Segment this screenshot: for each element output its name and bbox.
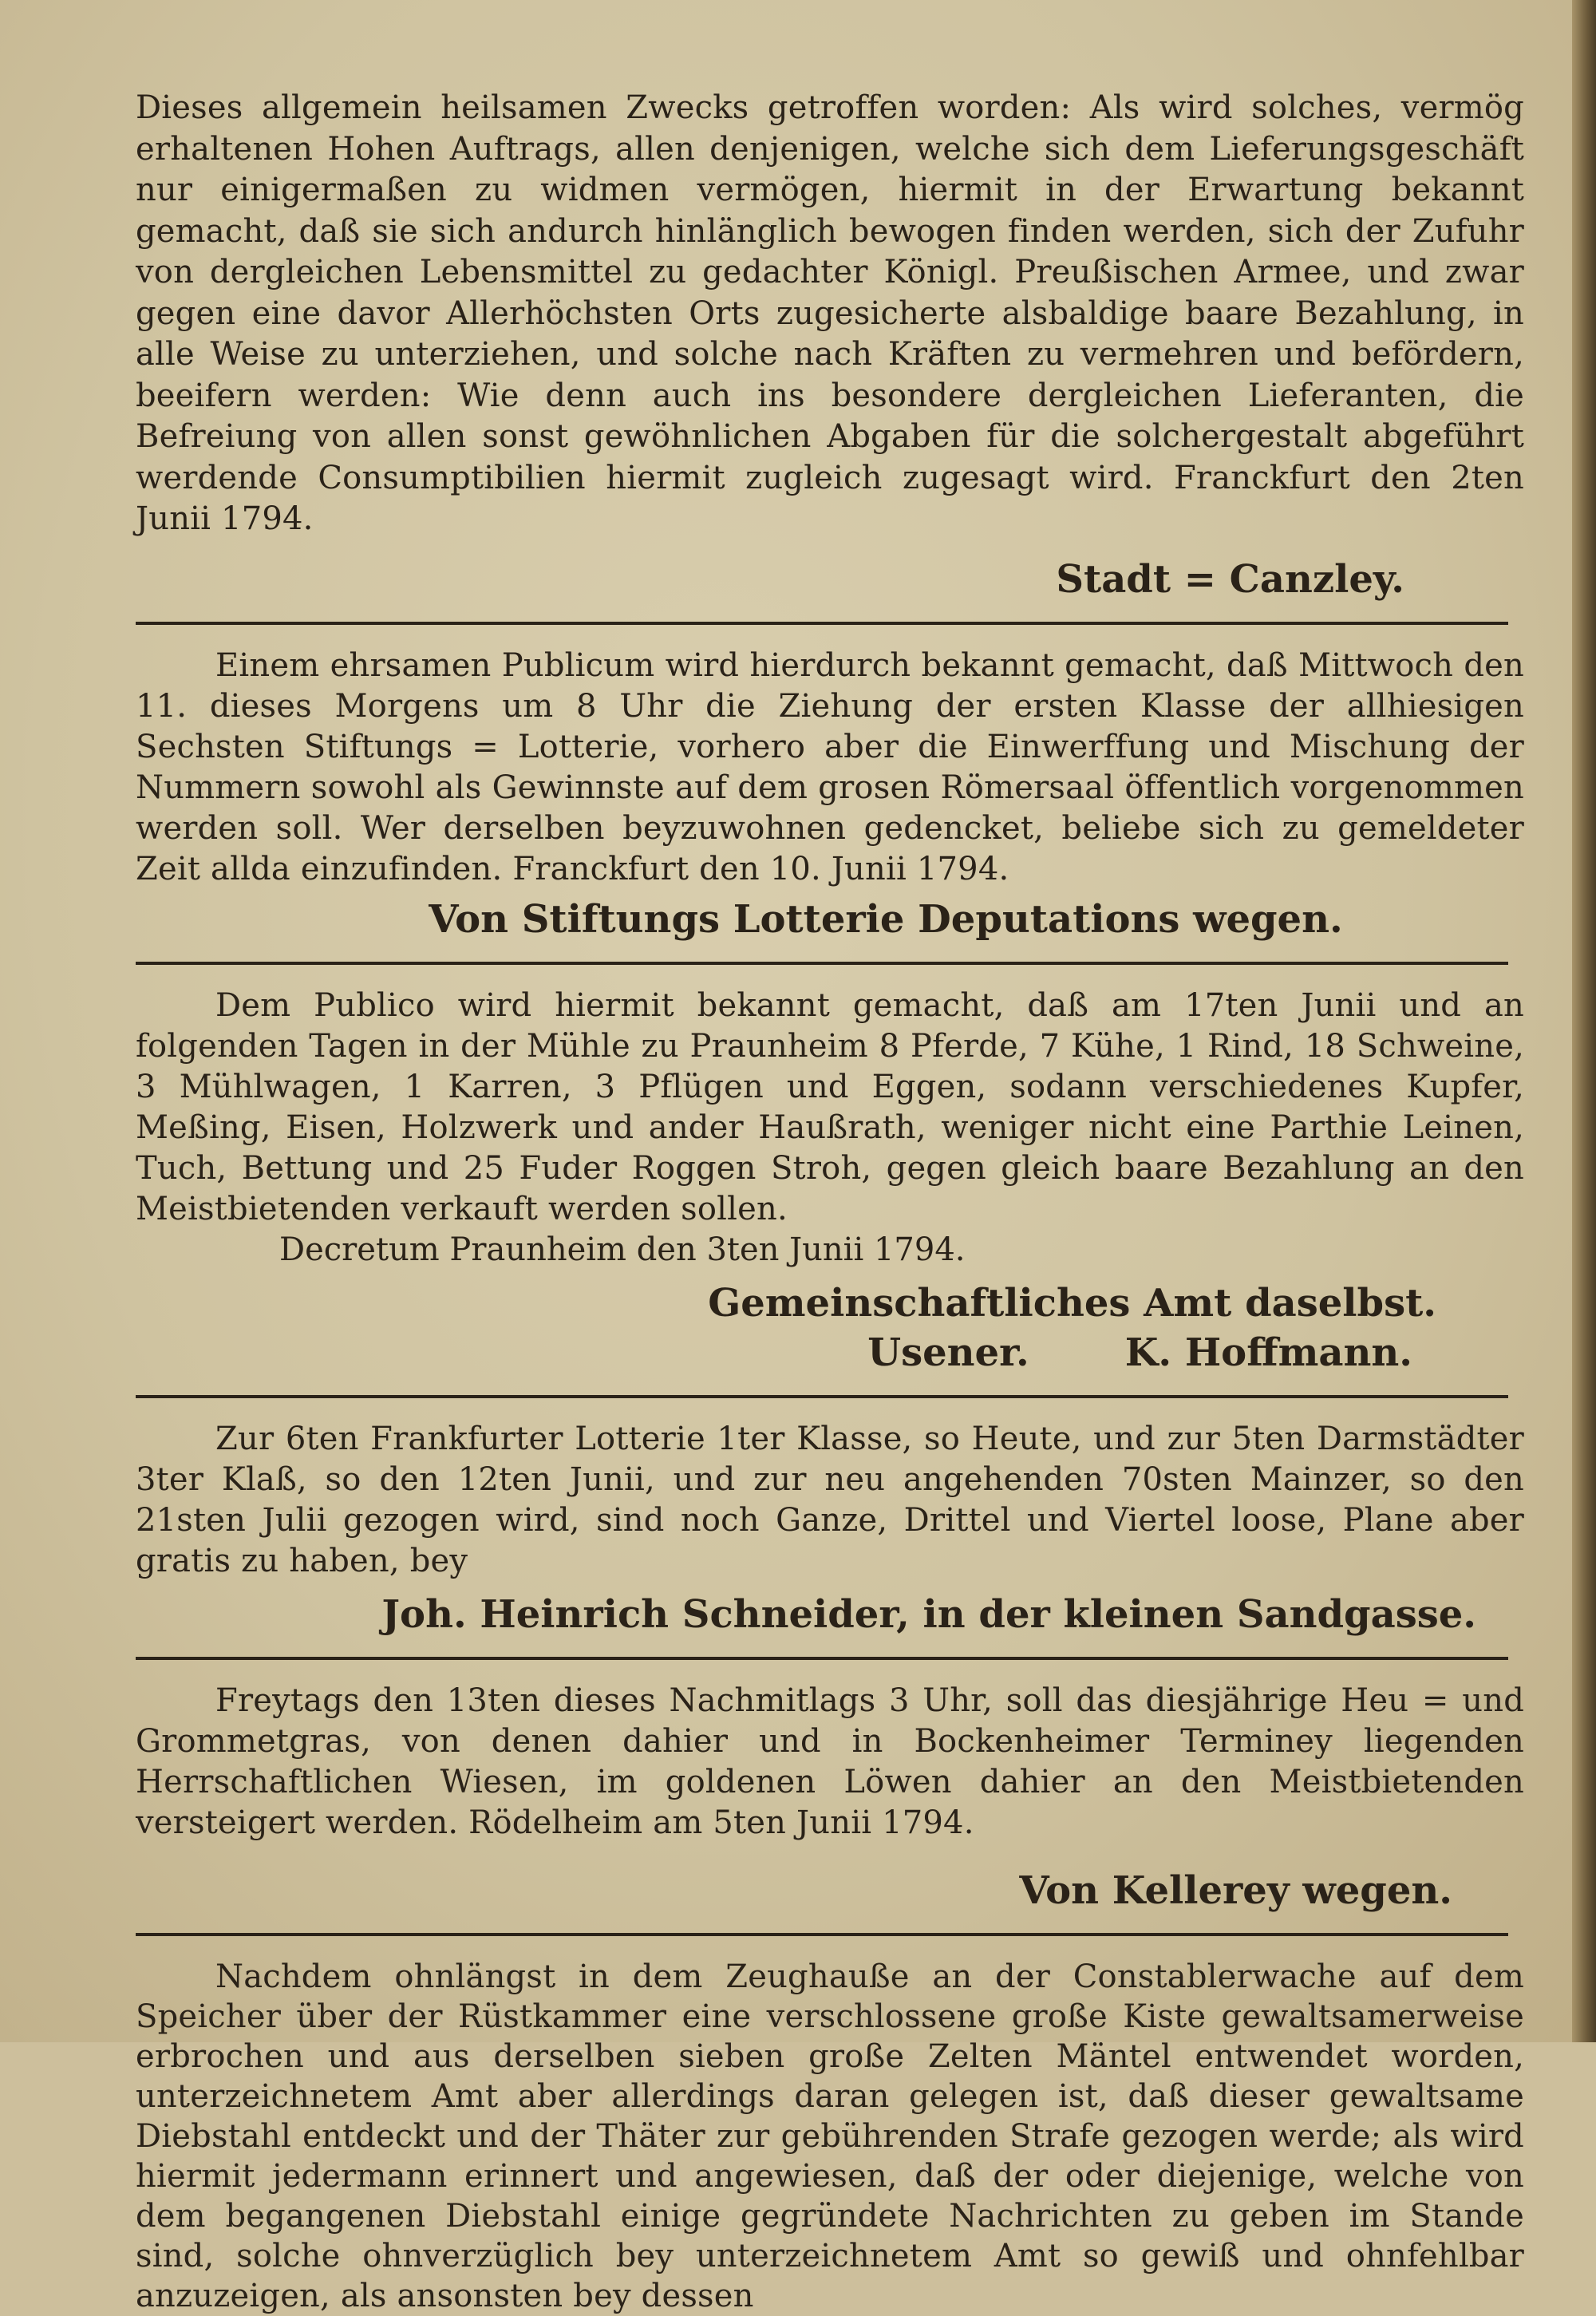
notice-army-supply — [136, 88, 1524, 604]
notice-body: Zur 6ten Frankfurter Lotterie 1ter Klasse, so Heute, und zur 5ten Darmstädter 3ter Klaß, so den 12ten Junii, und zur neu angehenden 70sten Mainzer, so den 21sten Julii gezogen wird, sind noch Ganze, Drittel und Viertel loose, Plane aber gratis zu haben, bey — [136, 1420, 1524, 1579]
notice-body: Dieses allgemein heilsamen Zwecks getroffen worden: Als wird solches, vermög erhaltenen Hohen Auftrags, allen denjenigen, welche sich dem Lieferungsgeschäft nur einigermaßen zu widmen vermögen, hiermit in der Erwartung bekannt gemacht, daß sie sich andurch hinlänglich bewogen finden werden, sich der Zufuhr von dergleichen Lebensmittel zu gedachter Königl. Preußischen Armee, und zwar gegen eine davor Allerhöchsten Orts zugesicherte alsbaldige baare Bezahlung, in alle Weise zu unterziehen, und solche nach Kräften zu vermehren und befördern, beeifern werden: Wie denn auch ins besondere dergleichen Lieferanten, die Befreiung von allen sonst gewöhnlichen Abgaben für die solchergestalt abgeführt werdende Consumptibilien hiermit zugleich zugesagt wird. Franckfurt den 2ten Junii 1794. — [136, 89, 1524, 537]
notice-lottery-tickets — [136, 1419, 1524, 1639]
signatory-names — [136, 1328, 1524, 1377]
section-divider — [136, 1657, 1508, 1660]
notice-signature: Stadt = Canzley. — [1056, 556, 1404, 602]
notice-signature: Gemeinschaftliches Amt daselbst. — [708, 1280, 1436, 1326]
notice-auction-praunheim — [136, 986, 1524, 1377]
section-divider — [136, 962, 1508, 965]
book-binding-edge — [1572, 0, 1596, 2042]
page-content — [136, 88, 1524, 2316]
section-divider — [136, 1933, 1508, 1936]
section-divider — [136, 1395, 1508, 1398]
notice-body: Einem ehrsamen Publicum wird hierdurch bekannt gemacht, daß Mittwoch den 11. dieses Morgens um 8 Uhr die Ziehung der ersten Klasse der allhiesigen Sechsten Stiftungs = Lotterie, vorhero aber die Einwerffung und Mischung der Nummern sowohl als Gewinnste auf dem grosen Römersaal öffentlich vorgenommen werden soll. Wer derselben beyzuwohnen gedencket, beliebe sich zu gemeldeter Zeit allda einzufinden. Franckfurt den 10. Junii 1794. — [136, 646, 1524, 887]
notice-hay-auction — [136, 1681, 1524, 1915]
notice-signature: Joh. Heinrich Schneider, in der kleinen Sandgasse. — [381, 1591, 1476, 1637]
notice-lottery-drawing — [136, 646, 1524, 944]
notice-body: Freytags den 13ten dieses Nachmitlags 3 Uhr, soll das diesjährige Heu = und Grommetgras, von denen dahier und in Bockenheimer Terminey liegenden Herrschaftlichen Wiesen, im goldenen Löwen dahier an den Meistbietenden versteigert werden. Rödelheim am 5ten Junii 1794. — [136, 1682, 1524, 1841]
signatory-name: K. Hoffmann. — [1124, 1330, 1412, 1375]
notice-signature: Von Stiftungs Lotterie Deputations wegen. — [429, 896, 1343, 942]
notice-body: Nachdem ohnlängst in dem Zeughauße an der Constablerwache auf dem Speicher über der Rüstkammer eine verschlossene große Kiste gewaltsamerweise erbrochen und aus derselben sieben große Zelten Mäntel entwendet worden, unterzeichnetem Amt aber allerdings daran gelegen ist, daß dieser gewaltsame Diebstahl entdeckt und der Thäter zur gebührenden Strafe gezogen werde; als wird hiermit jedermann erinnert und angewiesen, daß der oder diejenige, welche von dem begangenen Diebstahl einige gegründete Nachrichten zu geben im Stande sind, solche ohnverzüglich bey unterzeichnetem Amt so gewiß und ohnfehlbar anzuzeigen, als ansonsten bey dessen — [136, 1958, 1524, 2314]
notice-decretum: Decretum Praunheim den 3ten Junii 1794. — [279, 1231, 966, 1268]
signatory-name: Usener. — [867, 1330, 1029, 1375]
notice-theft-arsenal — [136, 1957, 1524, 2316]
section-divider — [136, 622, 1508, 625]
notice-signature: Von Kellerey wegen. — [1019, 1867, 1452, 1913]
notice-body: Dem Publico wird hiermit bekannt gemacht, daß am 17ten Junii und an folgenden Tagen in der Mühle zu Praunheim 8 Pferde, 7 Kühe, 1 Rind, 18 Schweine, 3 Mühlwagen, 1 Karren, 3 Pflügen und Eggen, sodann verschiedenes Kupfer, Meßing, Eisen, Holzwerk und ander Haußrath, weniger nicht eine Parthie Leinen, Tuch, Bettung und 25 Fuder Roggen Stroh, gegen gleich baare Bezahlung an den Meistbietenden verkauft werden sollen. — [136, 986, 1524, 1227]
